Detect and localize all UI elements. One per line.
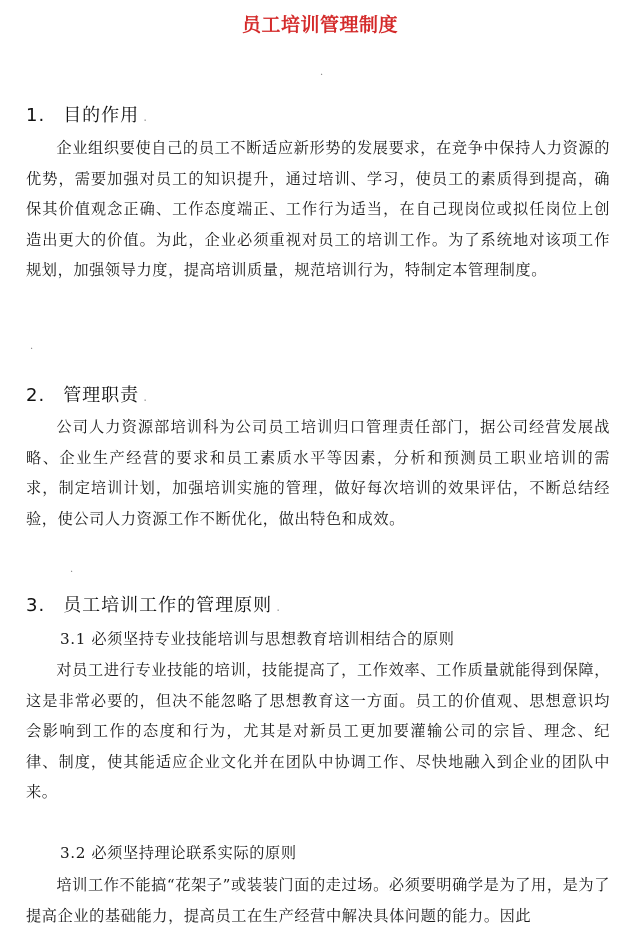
subsection-3-2-body: 培训工作不能搞“花架子”或装装门面的走过场。必须要明确学是为了用，是为了提高企业的基础能力，提高员工在生产经营中解决具体问题的能力。因此	[26, 876, 610, 925]
section-3-title: 员工培训工作的管理原则	[63, 595, 273, 616]
section-2-title: 管理职责	[63, 385, 140, 406]
paragraph-mark: .	[143, 110, 149, 124]
section-2-body: 公司人力资源部培训科为公司员工培训归口管理责任部门，据公司经营发展战略、企业生产经营的要求和员工素质水平等因素，分析和预测员工职业培训的需求，制定培训计划，加强培训实施的管理，做好每次培训的效果评估，不断总结经验，使公司人力资源工作不断优化，做出特色和成效。	[26, 418, 610, 528]
section-1-body: 企业组织要使自己的员工不断适应新形势的发展要求，在竞争中保持人力资源的优势，需要加强对员工的知识提升，通过培训、学习，使员工的素质得到提高，确保其价值观念正确、工作态度端正、工作行为适当，在自己现岗位或拟任岗位上创造出更大的价值。为此，企业必须重视对员工的培训工作。为了系统地对该项工作规划，加强领导力度，提高培训质量，规范培训行为，特制定本管理制度。	[26, 139, 610, 279]
section-3-heading	[26, 591, 281, 617]
section-1-title: 目的作用	[63, 105, 140, 126]
subsection-3-2-heading: 3.2 必须坚持理论联系实际的原则	[60, 844, 297, 862]
subsection-3-1-heading: 3.1 必须坚持专业技能培训与思想教育培训相结合的原则	[60, 630, 455, 648]
format-mark: ·	[70, 567, 74, 578]
section-3-number: 3.	[26, 595, 46, 616]
section-1-heading	[26, 101, 148, 127]
format-mark: ·	[320, 70, 324, 81]
paragraph-mark: .	[276, 600, 282, 614]
format-mark: ·	[30, 344, 34, 355]
section-2-heading	[26, 381, 148, 407]
paragraph-mark: .	[143, 390, 149, 404]
document-title: 员工培训管理制度	[241, 14, 398, 36]
section-2-number: 2.	[26, 385, 46, 406]
subsection-3-1-body: 对员工进行专业技能的培训，技能提高了，工作效率、工作质量就能得到保障，这是非常必要的，但决不能忽略了思想教育这一方面。员工的价值观、思想意识均会影响到工作的态度和行为，尤其是对新员工更加要灌输公司的宗旨、理念、纪律、制度，使其能适应企业文化并在团队中协调工作、尽快地融入到企业的团队中来。	[26, 661, 610, 801]
section-1-number: 1.	[26, 105, 46, 126]
